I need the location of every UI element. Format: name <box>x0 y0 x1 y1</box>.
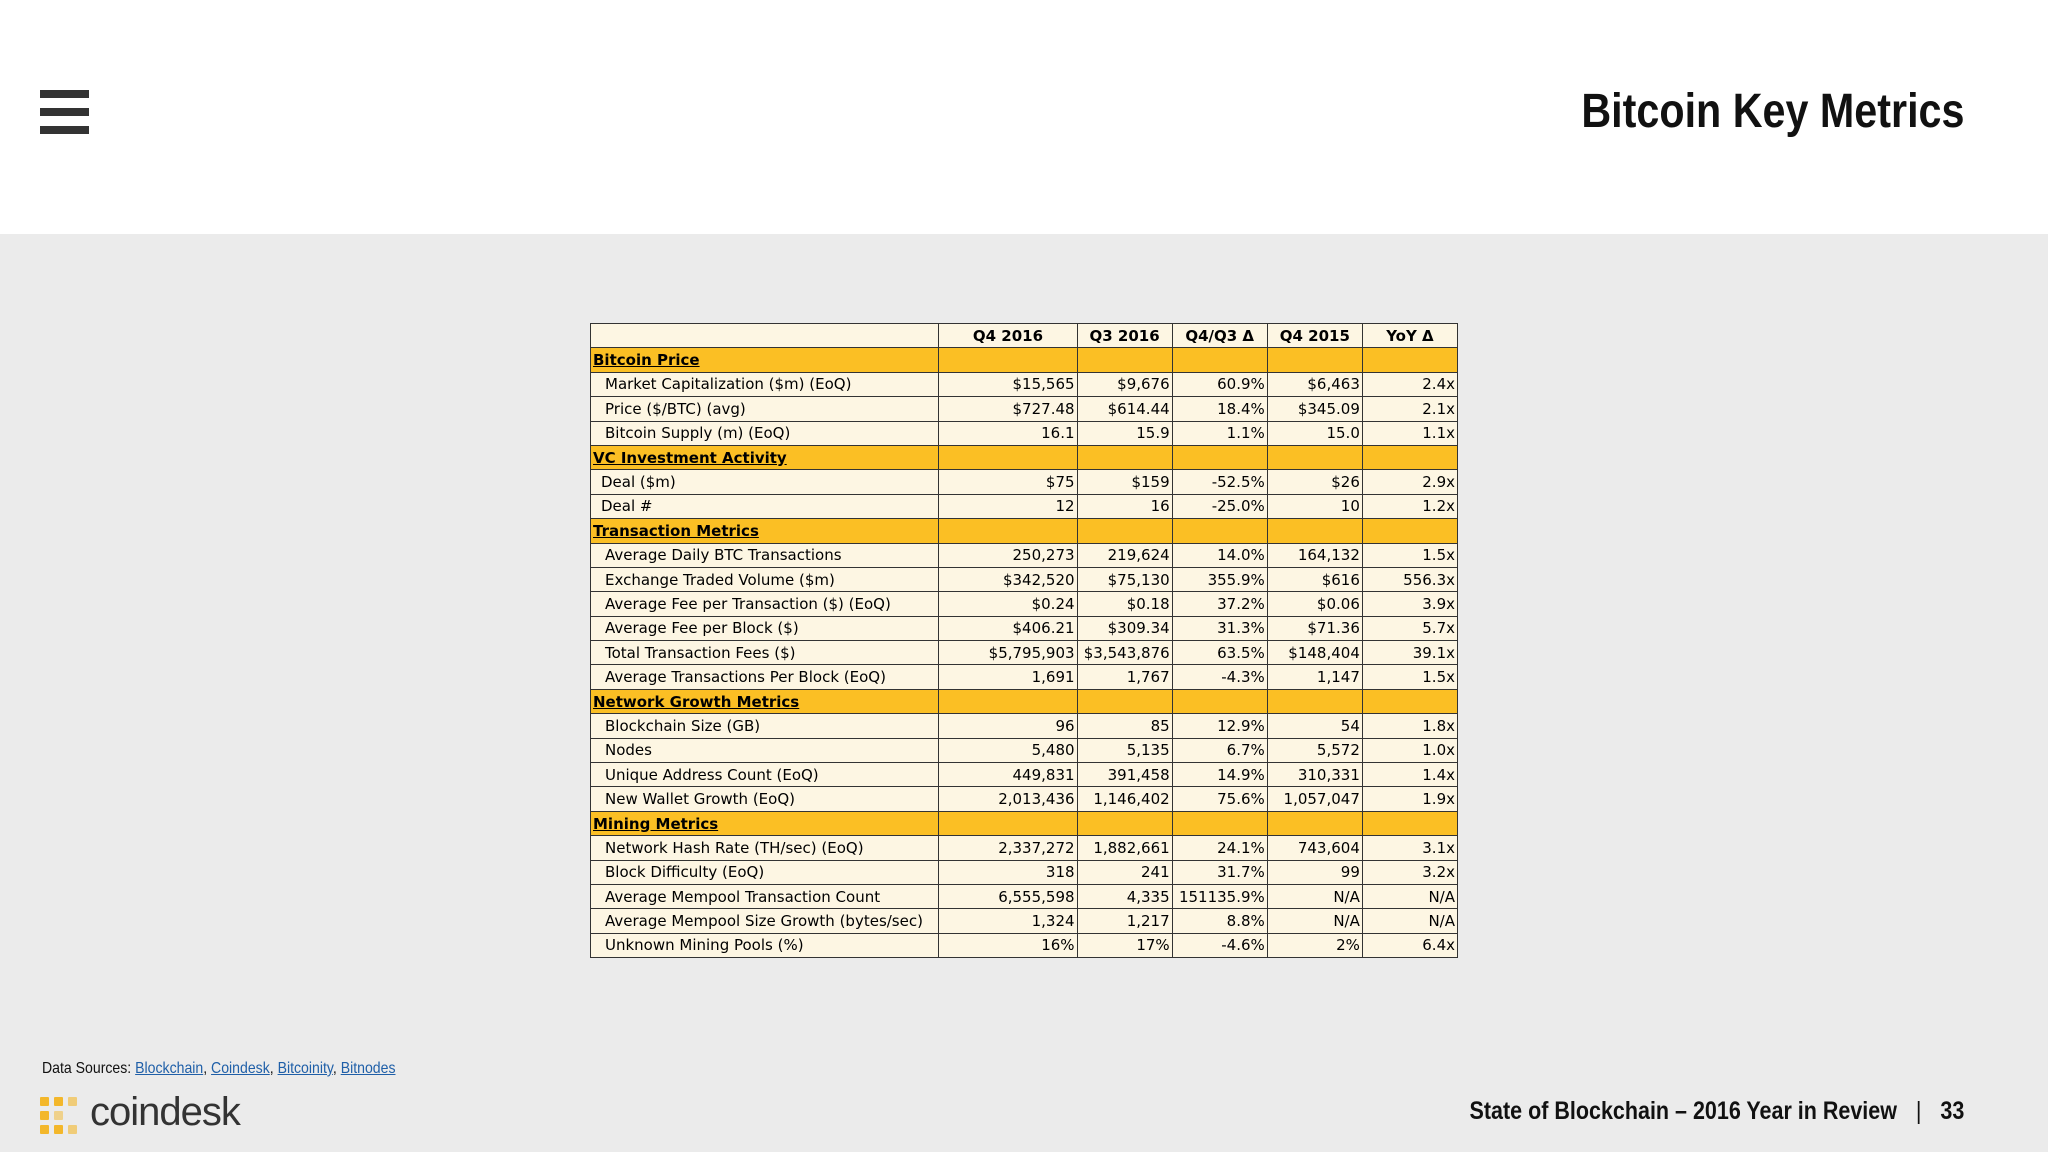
section-empty-cell <box>1077 519 1172 543</box>
row-label: Nodes <box>591 738 939 762</box>
value-cell: 3.2x <box>1362 860 1457 884</box>
section-empty-cell <box>1172 348 1267 372</box>
table-row <box>591 738 1458 762</box>
section-empty-cell <box>1172 689 1267 713</box>
value-cell: 151135.9% <box>1172 884 1267 908</box>
value-cell: 12.9% <box>1172 714 1267 738</box>
value-cell: 1.8x <box>1362 714 1457 738</box>
value-cell: $75 <box>939 470 1077 494</box>
value-cell: $71.36 <box>1267 616 1362 640</box>
value-cell: 12 <box>939 494 1077 518</box>
value-cell: 3.1x <box>1362 836 1457 860</box>
section-empty-cell <box>1362 689 1457 713</box>
value-cell: $614.44 <box>1077 397 1172 421</box>
value-cell: 2.4x <box>1362 372 1457 396</box>
page-title: Bitcoin Key Metrics <box>1580 85 1964 138</box>
value-cell: 1,146,402 <box>1077 787 1172 811</box>
value-cell: $159 <box>1077 470 1172 494</box>
value-cell: 17% <box>1077 933 1172 957</box>
value-cell: 24.1% <box>1172 836 1267 860</box>
row-label: Average Daily BTC Transactions <box>591 543 939 567</box>
value-cell: 2.9x <box>1362 470 1457 494</box>
value-cell: 4,335 <box>1077 884 1172 908</box>
value-cell: $342,520 <box>939 567 1077 591</box>
logo-text: coindesk <box>90 1090 240 1134</box>
row-label: New Wallet Growth (EoQ) <box>591 787 939 811</box>
table-row <box>591 372 1458 396</box>
row-label: Price ($/BTC) (avg) <box>591 397 939 421</box>
value-cell: 14.0% <box>1172 543 1267 567</box>
table-row <box>591 494 1458 518</box>
row-label: Average Fee per Block ($) <box>591 616 939 640</box>
row-label: Network Hash Rate (TH/sec) (EoQ) <box>591 836 939 860</box>
table-row <box>591 763 1458 787</box>
source-link-blockchain[interactable]: Blockchain <box>135 1060 204 1077</box>
table-row <box>591 714 1458 738</box>
slide-footer <box>1469 1097 1964 1126</box>
metrics-table <box>590 323 1458 958</box>
row-label: Unknown Mining Pools (%) <box>591 933 939 957</box>
section-empty-cell <box>939 519 1077 543</box>
row-label: Total Transaction Fees ($) <box>591 641 939 665</box>
value-cell: $26 <box>1267 470 1362 494</box>
table-row <box>591 592 1458 616</box>
section-empty-cell <box>1172 811 1267 835</box>
value-cell: $6,463 <box>1267 372 1362 396</box>
value-cell: 310,331 <box>1267 763 1362 787</box>
section-empty-cell <box>1077 689 1172 713</box>
value-cell: 241 <box>1077 860 1172 884</box>
table-row <box>591 836 1458 860</box>
value-cell: 1.4x <box>1362 763 1457 787</box>
value-cell: 219,624 <box>1077 543 1172 567</box>
table-row <box>591 470 1458 494</box>
value-cell: 2,013,436 <box>939 787 1077 811</box>
row-label: Deal ($m) <box>591 470 939 494</box>
value-cell: 14.9% <box>1172 763 1267 787</box>
section-empty-cell <box>1172 519 1267 543</box>
section-empty-cell <box>939 811 1077 835</box>
section-row <box>591 689 1458 713</box>
coindesk-logo <box>40 1090 260 1136</box>
section-empty-cell <box>1362 811 1457 835</box>
source-link-bitnodes[interactable]: Bitnodes <box>340 1060 396 1077</box>
source-link-coindesk[interactable]: Coindesk <box>211 1060 270 1077</box>
section-row <box>591 445 1458 469</box>
value-cell: -52.5% <box>1172 470 1267 494</box>
value-cell: N/A <box>1267 884 1362 908</box>
value-cell: $3,543,876 <box>1077 641 1172 665</box>
column-header: YoY Δ <box>1362 324 1457 348</box>
value-cell: 10 <box>1267 494 1362 518</box>
section-title: Transaction Metrics <box>591 519 939 543</box>
value-cell: 2,337,272 <box>939 836 1077 860</box>
column-header: Q4 2016 <box>939 324 1077 348</box>
value-cell: 1.5x <box>1362 665 1457 689</box>
value-cell: $148,404 <box>1267 641 1362 665</box>
table-row <box>591 787 1458 811</box>
value-cell: $0.18 <box>1077 592 1172 616</box>
value-cell: $345.09 <box>1267 397 1362 421</box>
value-cell: 1.1% <box>1172 421 1267 445</box>
value-cell: 1.0x <box>1362 738 1457 762</box>
value-cell: 6,555,598 <box>939 884 1077 908</box>
value-cell: N/A <box>1362 884 1457 908</box>
value-cell: $5,795,903 <box>939 641 1077 665</box>
value-cell: 164,132 <box>1267 543 1362 567</box>
value-cell: 1,882,661 <box>1077 836 1172 860</box>
row-label: Bitcoin Supply (m) (EoQ) <box>591 421 939 445</box>
value-cell: 391,458 <box>1077 763 1172 787</box>
value-cell: $75,130 <box>1077 567 1172 591</box>
value-cell: 63.5% <box>1172 641 1267 665</box>
value-cell: 99 <box>1267 860 1362 884</box>
table-row <box>591 641 1458 665</box>
footer-separator: | <box>1915 1097 1922 1125</box>
value-cell: 556.3x <box>1362 567 1457 591</box>
value-cell: 96 <box>939 714 1077 738</box>
value-cell: 5,480 <box>939 738 1077 762</box>
value-cell: $0.24 <box>939 592 1077 616</box>
section-empty-cell <box>939 689 1077 713</box>
table-row <box>591 567 1458 591</box>
value-cell: 1.5x <box>1362 543 1457 567</box>
source-link-bitcoinity[interactable]: Bitcoinity <box>277 1060 333 1077</box>
value-cell: 1,217 <box>1077 909 1172 933</box>
value-cell: -25.0% <box>1172 494 1267 518</box>
column-header <box>591 324 939 348</box>
data-sources-label: Data Sources: <box>42 1060 132 1077</box>
value-cell: $406.21 <box>939 616 1077 640</box>
value-cell: $309.34 <box>1077 616 1172 640</box>
value-cell: 1,767 <box>1077 665 1172 689</box>
value-cell: 6.7% <box>1172 738 1267 762</box>
coindesk-logo-icon <box>40 1097 78 1135</box>
value-cell: N/A <box>1362 909 1457 933</box>
section-empty-cell <box>1172 445 1267 469</box>
value-cell: 1,057,047 <box>1267 787 1362 811</box>
row-label: Average Transactions Per Block (EoQ) <box>591 665 939 689</box>
value-cell: $9,676 <box>1077 372 1172 396</box>
section-empty-cell <box>1267 348 1362 372</box>
value-cell: 15.9 <box>1077 421 1172 445</box>
value-cell: 60.9% <box>1172 372 1267 396</box>
value-cell: 1,147 <box>1267 665 1362 689</box>
value-cell: 1.1x <box>1362 421 1457 445</box>
section-title: Bitcoin Price <box>591 348 939 372</box>
value-cell: 1,324 <box>939 909 1077 933</box>
value-cell: N/A <box>1267 909 1362 933</box>
section-empty-cell <box>1362 445 1457 469</box>
value-cell: 54 <box>1267 714 1362 738</box>
section-empty-cell <box>1077 811 1172 835</box>
row-label: Blockchain Size (GB) <box>591 714 939 738</box>
value-cell: 31.7% <box>1172 860 1267 884</box>
value-cell: -4.6% <box>1172 933 1267 957</box>
section-empty-cell <box>939 445 1077 469</box>
table-row <box>591 933 1458 957</box>
section-title: Mining Metrics <box>591 811 939 835</box>
value-cell: -4.3% <box>1172 665 1267 689</box>
footer-title: State of Blockchain – 2016 Year in Review <box>1469 1097 1897 1125</box>
value-cell: 85 <box>1077 714 1172 738</box>
page-number: 33 <box>1940 1097 1964 1125</box>
value-cell: 16% <box>939 933 1077 957</box>
row-label: Unique Address Count (EoQ) <box>591 763 939 787</box>
section-row <box>591 348 1458 372</box>
value-cell: 18.4% <box>1172 397 1267 421</box>
row-label: Deal # <box>591 494 939 518</box>
value-cell: 5,572 <box>1267 738 1362 762</box>
section-title: VC Investment Activity <box>591 445 939 469</box>
value-cell: 39.1x <box>1362 641 1457 665</box>
table-row <box>591 616 1458 640</box>
table-row <box>591 665 1458 689</box>
section-row <box>591 811 1458 835</box>
section-empty-cell <box>1267 811 1362 835</box>
slide-header <box>0 0 2048 234</box>
value-cell: $727.48 <box>939 397 1077 421</box>
column-header: Q3 2016 <box>1077 324 1172 348</box>
value-cell: 1.2x <box>1362 494 1457 518</box>
section-empty-cell <box>1362 348 1457 372</box>
table-row <box>591 543 1458 567</box>
value-cell: 8.8% <box>1172 909 1267 933</box>
row-label: Market Capitalization ($m) (EoQ) <box>591 372 939 396</box>
table-row <box>591 884 1458 908</box>
value-cell: 75.6% <box>1172 787 1267 811</box>
column-header: Q4/Q3 Δ <box>1172 324 1267 348</box>
section-empty-cell <box>1267 689 1362 713</box>
value-cell: $15,565 <box>939 372 1077 396</box>
data-sources: Data Sources: Blockchain, Coindesk, Bitcoinity, Bitnodes <box>42 1060 396 1077</box>
value-cell: 16 <box>1077 494 1172 518</box>
value-cell: 15.0 <box>1267 421 1362 445</box>
value-cell: 250,273 <box>939 543 1077 567</box>
row-label: Block Difficulty (EoQ) <box>591 860 939 884</box>
value-cell: 37.2% <box>1172 592 1267 616</box>
table-row <box>591 860 1458 884</box>
section-title: Network Growth Metrics <box>591 689 939 713</box>
value-cell: 5.7x <box>1362 616 1457 640</box>
section-empty-cell <box>1077 445 1172 469</box>
section-empty-cell <box>1362 519 1457 543</box>
value-cell: 3.9x <box>1362 592 1457 616</box>
row-label: Average Mempool Size Growth (bytes/sec) <box>591 909 939 933</box>
row-label: Average Fee per Transaction ($) (EoQ) <box>591 592 939 616</box>
value-cell: 5,135 <box>1077 738 1172 762</box>
table-row <box>591 421 1458 445</box>
section-empty-cell <box>1267 445 1362 469</box>
value-cell: 16.1 <box>939 421 1077 445</box>
table-row <box>591 909 1458 933</box>
table-header-row <box>591 324 1458 348</box>
value-cell: 31.3% <box>1172 616 1267 640</box>
value-cell: 449,831 <box>939 763 1077 787</box>
section-row <box>591 519 1458 543</box>
value-cell: 355.9% <box>1172 567 1267 591</box>
value-cell: $616 <box>1267 567 1362 591</box>
row-label: Average Mempool Transaction Count <box>591 884 939 908</box>
section-empty-cell <box>939 348 1077 372</box>
value-cell: 318 <box>939 860 1077 884</box>
value-cell: 1.9x <box>1362 787 1457 811</box>
value-cell: 6.4x <box>1362 933 1457 957</box>
row-label: Exchange Traded Volume ($m) <box>591 567 939 591</box>
hamburger-menu-icon[interactable] <box>40 90 89 134</box>
value-cell: 2% <box>1267 933 1362 957</box>
value-cell: $0.06 <box>1267 592 1362 616</box>
section-empty-cell <box>1077 348 1172 372</box>
section-empty-cell <box>1267 519 1362 543</box>
value-cell: 1,691 <box>939 665 1077 689</box>
value-cell: 743,604 <box>1267 836 1362 860</box>
value-cell: 2.1x <box>1362 397 1457 421</box>
column-header: Q4 2015 <box>1267 324 1362 348</box>
table-row <box>591 397 1458 421</box>
